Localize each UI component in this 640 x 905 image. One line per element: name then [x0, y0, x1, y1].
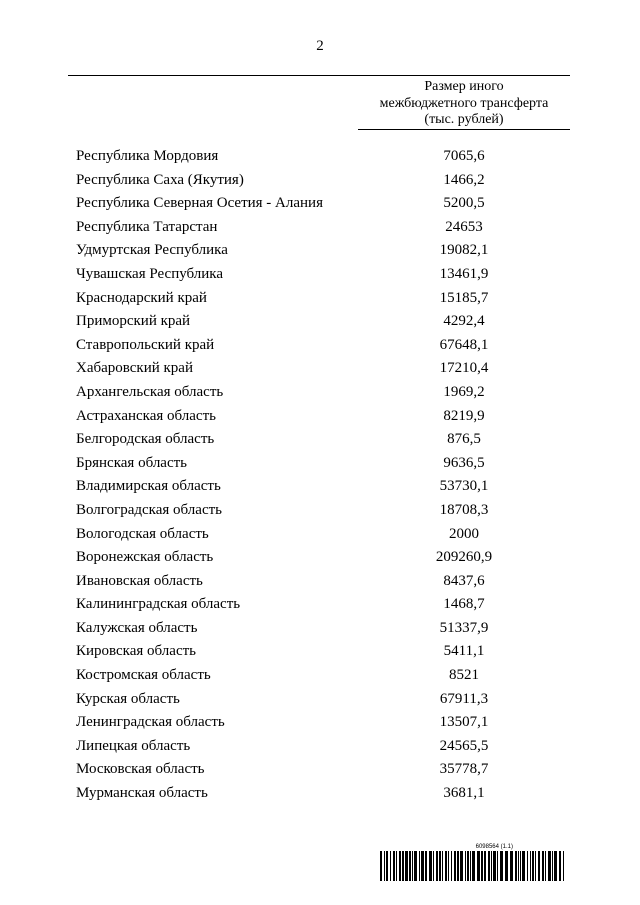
table-row	[0, 170, 640, 194]
transfer-amount: 876,5	[447, 431, 481, 448]
table-row	[0, 547, 640, 571]
column-header-line-3: (тыс. рублей)	[424, 112, 504, 127]
transfer-amount: 5411,1	[443, 643, 485, 660]
table-row	[0, 783, 640, 807]
region-name: Кировская область	[76, 643, 197, 660]
region-name: Ставропольский край	[76, 336, 215, 353]
transfer-amount: 9636,5	[443, 454, 485, 471]
region-name: Калужская область	[76, 619, 198, 636]
transfer-amount: 2000	[449, 525, 479, 542]
transfer-amount: 18708,3	[439, 501, 489, 518]
table-row	[0, 406, 640, 430]
column-header-rule	[358, 129, 570, 130]
transfer-amount: 53730,1	[439, 478, 489, 495]
region-name: Республика Татарстан	[76, 218, 218, 235]
region-name: Республика Мордовия	[76, 148, 219, 164]
region-name: Владимирская область	[76, 478, 221, 495]
table-row	[0, 264, 640, 288]
region-name: Липецкая область	[76, 737, 191, 754]
table-row	[0, 736, 640, 760]
region-name: Брянская область	[76, 454, 188, 471]
table-row	[0, 500, 640, 524]
table-row	[0, 571, 640, 595]
barcode-block	[380, 843, 565, 881]
table-row	[0, 759, 640, 783]
region-name: Воронежская область	[76, 549, 214, 566]
transfer-amount: 19082,1	[439, 242, 489, 259]
table-row	[0, 524, 640, 548]
table-body	[0, 146, 640, 807]
transfer-amount: 5200,5	[443, 195, 485, 212]
table-top-rule	[68, 75, 570, 76]
table-row	[0, 665, 640, 689]
table-row	[0, 382, 640, 406]
table-row	[0, 335, 640, 359]
transfer-amount: 13461,9	[439, 265, 489, 282]
table-row	[0, 453, 640, 477]
transfer-amount: 1468,7	[443, 596, 485, 613]
region-name: Ленинградская область	[76, 714, 225, 731]
barcode-image	[380, 851, 565, 881]
transfer-amount: 67648,1	[439, 336, 489, 353]
region-name: Астраханская область	[76, 407, 216, 424]
table-row	[0, 311, 640, 335]
region-name: Белгородская область	[76, 431, 215, 448]
region-name: Вологодская область	[76, 525, 209, 542]
transfer-amount: 4292,4	[443, 313, 485, 330]
column-header-line-1: Размер иного	[424, 79, 504, 94]
transfer-amount: 51337,9	[439, 619, 489, 636]
region-name: Московская область	[76, 761, 205, 778]
table-row	[0, 193, 640, 217]
table-row	[0, 358, 640, 382]
region-name: Удмуртская Республика	[76, 242, 228, 259]
transfer-amount: 3681,1	[443, 785, 485, 802]
table-row	[0, 689, 640, 713]
region-name: Архангельская область	[76, 383, 224, 400]
column-header	[358, 79, 570, 129]
transfer-amount: 8521	[449, 667, 479, 684]
transfer-amount: 1466,2	[443, 171, 485, 188]
table-row	[0, 429, 640, 453]
region-name: Краснодарский край	[76, 289, 207, 306]
transfer-amount: 209260,9	[435, 549, 493, 566]
region-name: Республика Северная Осетия - Алания	[76, 195, 323, 212]
barcode-label: 6098564 (1.1)	[475, 844, 513, 850]
transfer-amount: 17210,4	[439, 360, 489, 377]
region-name: Курская область	[76, 690, 180, 707]
region-name: Хабаровский край	[76, 360, 193, 377]
region-name: Республика Саха (Якутия)	[76, 171, 244, 188]
region-name: Мурманская область	[76, 785, 208, 802]
table-row	[0, 217, 640, 241]
column-header-line-2: межбюджетного трансферта	[379, 95, 549, 111]
table-row	[0, 641, 640, 665]
transfer-amount: 8219,9	[443, 407, 485, 424]
table-row	[0, 476, 640, 500]
table-row	[0, 146, 640, 170]
transfer-amount: 24565,5	[439, 737, 489, 754]
table-row	[0, 618, 640, 642]
page-number: 2	[316, 38, 324, 54]
table-row	[0, 288, 640, 312]
region-name: Волгоградская область	[76, 501, 222, 518]
transfer-amount: 1969,2	[443, 383, 485, 400]
table-row	[0, 594, 640, 618]
region-name: Приморский край	[76, 313, 191, 330]
transfer-amount: 13507,1	[439, 714, 489, 731]
region-name: Чувашская Республика	[76, 265, 224, 282]
region-name: Калининградская область	[76, 596, 241, 613]
transfer-amount: 15185,7	[439, 289, 489, 306]
transfer-amount: 8437,6	[443, 572, 485, 589]
region-name: Костромская область	[76, 667, 211, 684]
transfer-amount: 35778,7	[439, 761, 489, 778]
transfer-amount: 24653	[445, 218, 483, 235]
transfer-amount: 7065,6	[443, 148, 485, 164]
region-name: Ивановская область	[76, 572, 203, 589]
transfer-amount: 67911,3	[439, 690, 489, 707]
table-row	[0, 712, 640, 736]
table-row	[0, 240, 640, 264]
